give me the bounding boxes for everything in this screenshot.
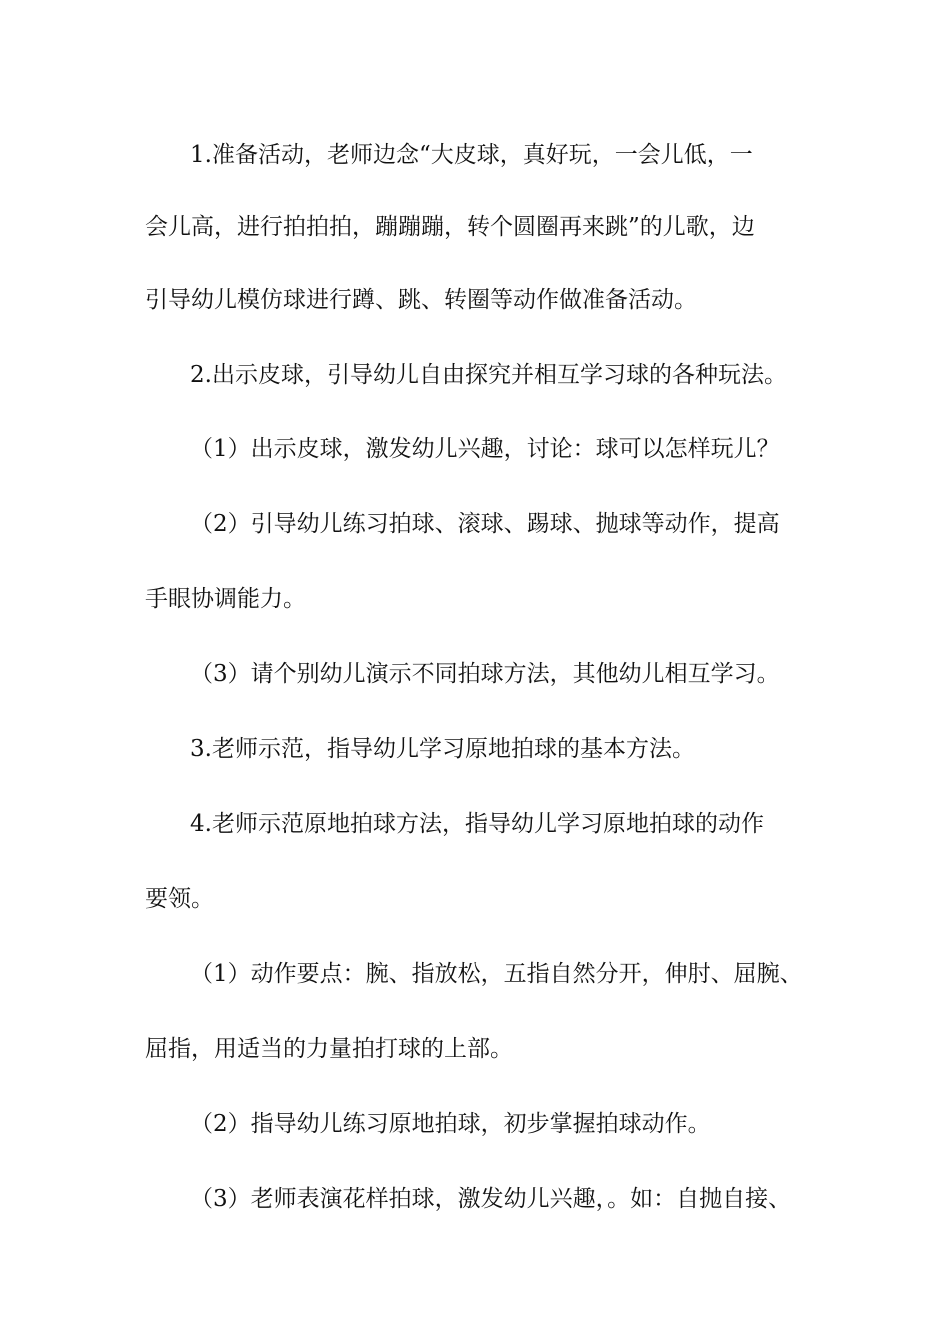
- text-line: 屈指，用适当的力量拍打球的上部。: [145, 1036, 513, 1062]
- text-line: （2）引导幼儿练习拍球、滚球、踢球、抛球等动作，提高: [190, 511, 780, 537]
- text-line: 1.准备活动，老师边念“大皮球，真好玩，一会儿低，一: [190, 142, 753, 168]
- text-line: （3）请个别幼儿演示不同拍球方法，其他幼儿相互学习。: [190, 661, 780, 687]
- text-line: 引导幼儿模仿球进行蹲、跳、转圈等动作做准备活动。: [145, 287, 697, 313]
- text-line: 4.老师示范原地拍球方法，指导幼儿学习原地拍球的动作: [190, 811, 764, 837]
- text-line: 3.老师示范，指导幼儿学习原地拍球的基本方法。: [190, 736, 695, 762]
- text-line: 2.出示皮球，引导幼儿自由探究并相互学习球的各种玩法。: [190, 362, 787, 388]
- text-line: （3）老师表演花样拍球，激发幼儿兴趣，。如：自抛自接、: [190, 1186, 792, 1212]
- text-line: （1）出示皮球，激发幼儿兴趣，讨论：球可以怎样玩儿？: [190, 436, 780, 462]
- text-line: 手眼协调能力。: [145, 586, 306, 612]
- text-line: 会儿高，进行拍拍拍，蹦蹦蹦，转个圆圈再来跳”的儿歌，边: [145, 214, 755, 240]
- text-line: （1）动作要点：腕、指放松，五指自然分开，伸肘、屈腕、: [190, 961, 803, 987]
- text-line: （2）指导幼儿练习原地拍球，初步掌握拍球动作。: [190, 1111, 711, 1137]
- text-line: 要领。: [145, 886, 214, 912]
